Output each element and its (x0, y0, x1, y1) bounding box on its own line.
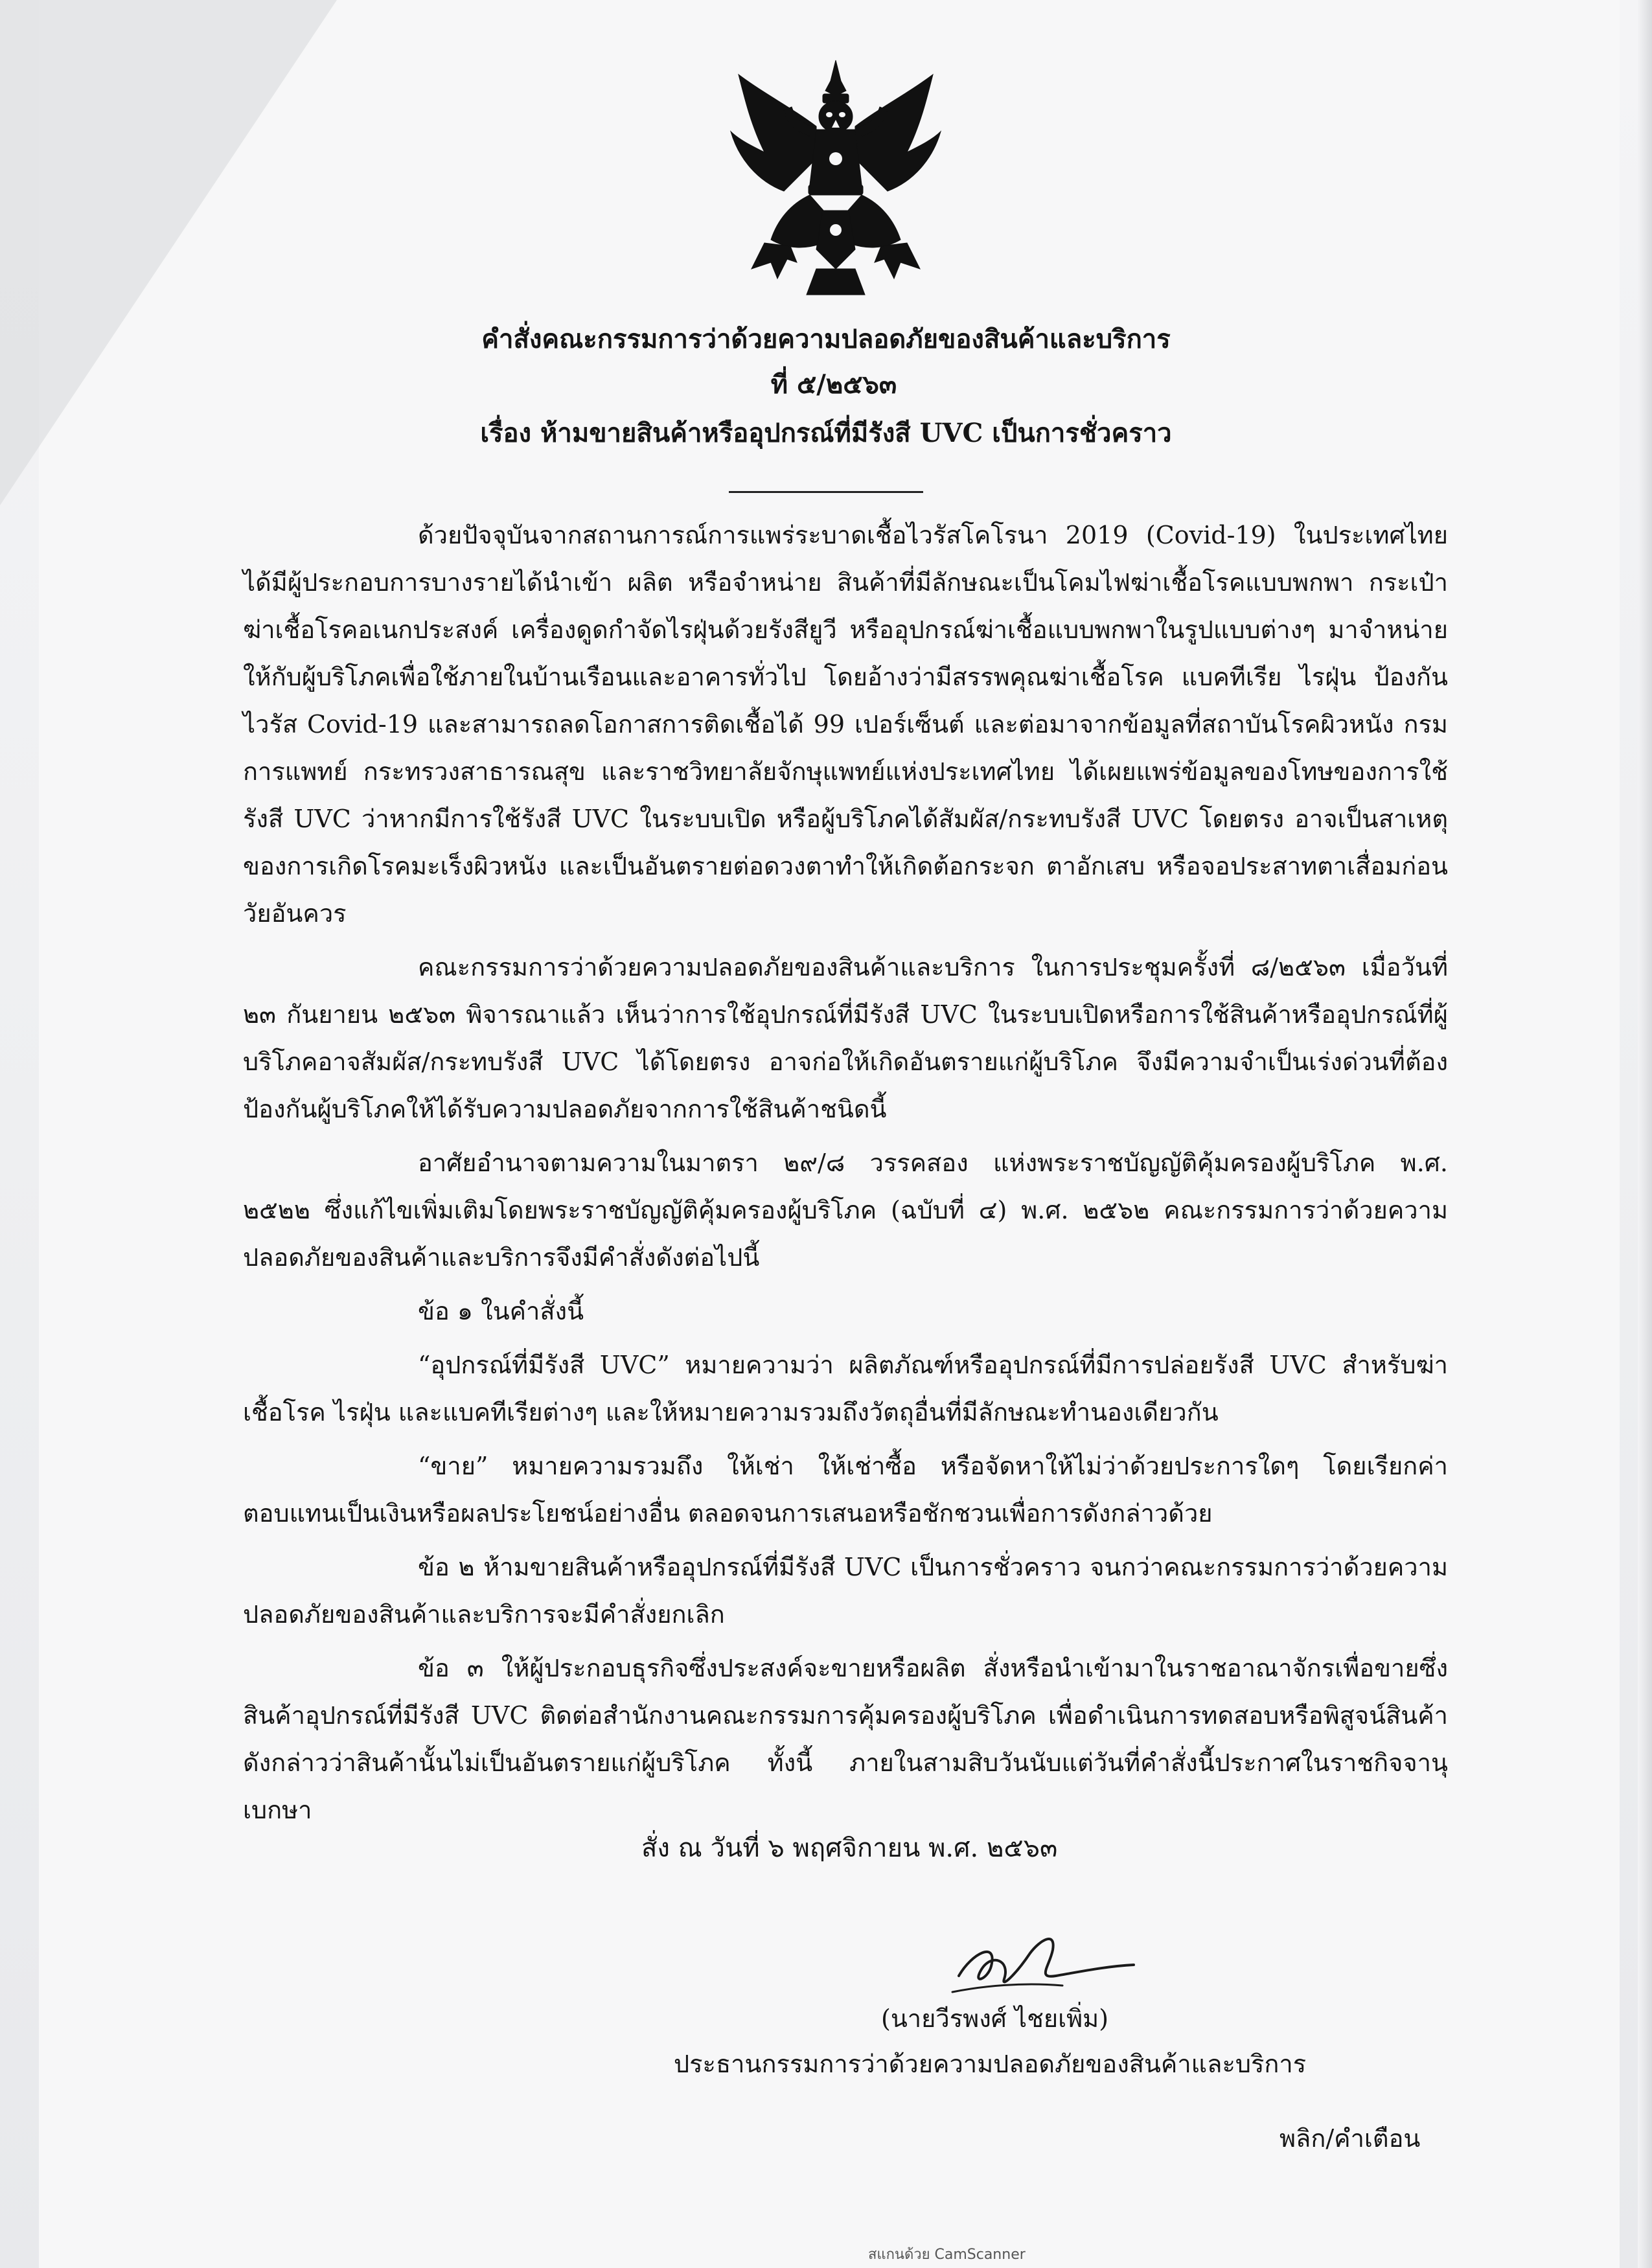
signer-name: (นายวีรพงศ์ ไชยเพิ่ม) (881, 2004, 1109, 2033)
clause-3: ข้อ ๓ ให้ผู้ประกอบธุรกิจซึ่งประสงค์จะขายหรือผลิต สั่งหรือนำเข้ามาในราชอาณาจักรเพื่อขายซึ่งสินค้าอุปกรณ์ที่มีรังสี UVC ติดต่อสำนักงานคณะกรรมการคุ้มครองผู้บริโภค เพื่อดำเนินการทดสอบหรือพิสูจน์สินค้าดังกล่าวว่าสินค้านั้นไม่เป็นอันตรายแก่ผู้บริโภค ทั้งนี้ ภายในสามสิบวันนับแต่วันที่คำสั่งนี้ประกาศในราชกิจจานุเบกษา (243, 1654, 1448, 1824)
handwritten-signature (933, 1914, 1147, 2005)
authority-paragraph: อาศัยอำนาจตามความในมาตรา ๒๙/๘ วรรคสอง แห่งพระราชบัญญัติคุ้มครองผู้บริโภค พ.ศ. ๒๕๒๒ ซึ่งแก้ไขเพิ่มเติมโดยพระราชบัญญัติคุ้มครองผู้บริโภค (ฉบับที่ ๔) พ.ศ. ๒๕๖๒ คณะกรรมการว่าด้วยความปลอดภัยของสินค้าและบริการจึงมีคำสั่งดังต่อไปนี้ (243, 1149, 1448, 1272)
issued-date: สั่ง ณ วันที่ ๖ พฤศจิกายน พ.ศ. ๒๕๖๓ (641, 1833, 1058, 1863)
order-number: ที่ ๕/๒๕๖๓ (770, 369, 897, 400)
order-subject: เรื่อง ห้ามขายสินค้าหรืออุปกรณ์ที่มีรังสี UVC เป็นการชั่วคราว (480, 418, 1172, 448)
clause-2: ข้อ ๒ ห้ามขายสินค้าหรืออุปกรณ์ที่มีรังสี UVC เป็นการชั่วคราว จนกว่าคณะกรรมการว่าด้วยความปลอดภัยของสินค้าและบริการจะมีคำสั่งยกเลิก (243, 1553, 1448, 1629)
garuda-emblem-icon (726, 55, 946, 308)
clause-1-heading: ข้อ ๑ ในคำสั่งนี้ (418, 1297, 584, 1325)
definition-sell: “ขาย” หมายความรวมถึง ให้เช่า ให้เช่าซื้อ หรือจัดหาให้ไม่ว่าด้วยประการใดๆ โดยเรียกค่าตอบแทนเป็นเงินหรือผลประโยชน์อย่างอื่น ตลอดจนการเสนอหรือชักชวนเพื่อการดังกล่าวด้วย (243, 1452, 1448, 1528)
turn-over-note: พลิก/คำเตือน (1279, 2124, 1421, 2153)
signer-title: ประธานกรรมการว่าด้วยความปลอดภัยของสินค้าและบริการ (674, 2050, 1307, 2078)
heading-divider (729, 491, 923, 493)
preamble-paragraph: ด้วยปัจจุบันจากสถานการณ์การแพร่ระบาดเชื้อไวรัสโคโรนา 2019 (Covid-19) ในประเทศไทย ได้มีผู้ประกอบการบางรายได้นำเข้า ผลิต หรือจำหน่าย สินค้าที่มีลักษณะเป็นโคมไฟฆ่าเชื้อโรคแบบพกพา กระเป๋าฆ่าเชื้อโรคอเนกประสงค์ เครื่องดูดกำจัดไรฝุ่นด้วยรังสียูวี หรืออุปกรณ์ฆ่าเชื้อแบบพกพาในรูปแบบต่างๆ มาจำหน่ายให้กับผู้บริโภคเพื่อใช้ภายในบ้านเรือนและอาคารทั่วไป โดยอ้างว่ามีสรรพคุณฆ่าเชื้อโรค แบคทีเรีย ไรฝุ่น ป้องกันไวรัส Covid-19 และสามารถลดโอกาสการติดเชื้อได้ 99 เปอร์เซ็นต์ และต่อมาจากข้อมูลที่สถาบันโรคผิวหนัง กรมการแพทย์ กระทรวงสาธารณสุข และราชวิทยาลัยจักษุแพทย์แห่งประเทศไทย ได้เผยแพร่ข้อมูลของโทษของการใช้รังสี UVC ว่าหากมีการใช้รังสี UVC ในระบบเปิด หรือผู้บริโภคได้สัมผัส/กระทบรังสี UVC โดยตรง อาจเป็นสาเหตุของการเกิดโรคมะเร็งผิวหนัง และเป็นอันตรายต่อดวงตาทำให้เกิดต้อกระจก ตาอักเสบ หรือจอประสาทตาเสื่อมก่อนวัยอันควร (243, 521, 1448, 928)
committee-paragraph: คณะกรรมการว่าด้วยความปลอดภัยของสินค้าและบริการ ในการประชุมครั้งที่ ๘/๒๕๖๓ เมื่อวันที่ ๒๓ กันยายน ๒๕๖๓ พิจารณาแล้ว เห็นว่าการใช้อุปกรณ์ที่มีรังสี UVC ในระบบเปิดหรือการใช้สินค้าหรืออุปกรณ์ที่ผู้บริโภคอาจสัมผัส/กระทบรังสี UVC ได้โดยตรง อาจก่อให้เกิดอันตรายแก่ผู้บริโภค จึงมีความจำเป็นเร่งด่วนที่ต้องป้องกันผู้บริโภคให้ได้รับความปลอดภัยจากการใช้สินค้าชนิดนี้ (243, 953, 1448, 1123)
definition-uvc-device: “อุปกรณ์ที่มีรังสี UVC” หมายความว่า ผลิตภัณฑ์หรืออุปกรณ์ที่มีการปล่อยรังสี UVC สำหรับฆ่าเชื้อโรค ไรฝุ่น และแบคทีเรียต่างๆ และให้หมายความรวมถึงวัตถุอื่นที่มีลักษณะทำนองเดียวกัน (243, 1351, 1448, 1426)
order-body (243, 512, 1448, 1840)
order-title: คำสั่งคณะกรรมการว่าด้วยความปลอดภัยของสินค้าและบริการ (481, 324, 1171, 354)
scanner-watermark: สแกนด้วย CamScanner (868, 2247, 1026, 2263)
